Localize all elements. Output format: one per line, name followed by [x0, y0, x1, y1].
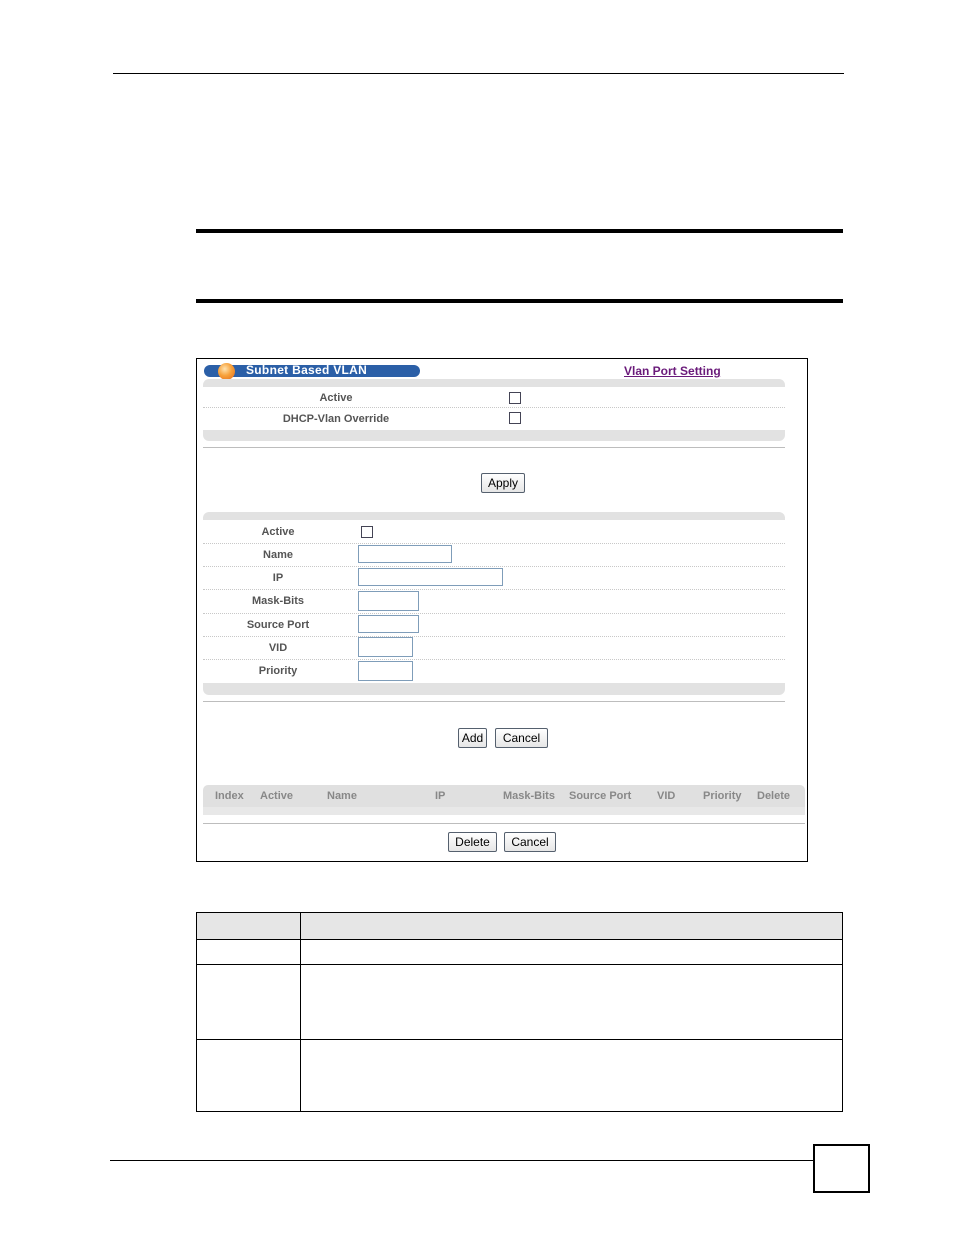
table-row [197, 940, 843, 965]
ip-label: IP [272, 572, 284, 584]
dhcp-override-label: DHCP-Vlan Override [282, 413, 390, 425]
header-rule [113, 73, 844, 74]
col-delete: Delete [757, 790, 791, 802]
vlan-port-setting-link[interactable]: Vlan Port Setting [624, 364, 721, 378]
col-mask-bits: Mask-Bits [503, 790, 555, 802]
priority-label: Priority [258, 665, 298, 677]
screen-title: Subnet Based VLAN [246, 363, 368, 377]
vid-input[interactable] [358, 637, 413, 657]
name-row [203, 543, 785, 567]
sourceport-label: Source Port [246, 619, 310, 631]
dhcp-override-row [203, 408, 785, 428]
priority-row [203, 659, 785, 683]
global-settings-panel [203, 379, 785, 441]
col-vid: VID [657, 790, 676, 802]
list-cancel-button[interactable]: Cancel [504, 832, 556, 852]
form-active-row [203, 520, 785, 544]
title-bullet-icon [218, 363, 235, 380]
form-cancel-button[interactable]: Cancel [495, 728, 548, 748]
col-priority: Priority [703, 790, 742, 802]
table-header-row [197, 913, 843, 940]
add-button[interactable]: Add [458, 728, 487, 748]
ip-input[interactable] [358, 568, 503, 586]
vid-row [203, 636, 785, 660]
form-active-checkbox[interactable] [361, 526, 373, 538]
col-name: Name [327, 790, 357, 802]
page-number-box [813, 1144, 870, 1193]
separator [203, 823, 805, 824]
sourceport-row [203, 613, 785, 637]
vlan-list-header [203, 785, 805, 807]
footer-rule [110, 1160, 814, 1161]
subnet-vlan-screen [196, 358, 808, 862]
note-rule-bottom [196, 299, 843, 303]
name-input[interactable] [358, 545, 452, 563]
field-description-table [196, 912, 843, 1112]
sourceport-input[interactable] [358, 615, 419, 633]
delete-button[interactable]: Delete [448, 832, 497, 852]
col-ip: IP [435, 790, 446, 802]
maskbits-label: Mask-Bits [252, 595, 304, 607]
separator [203, 447, 785, 448]
priority-input[interactable] [358, 661, 413, 681]
vlan-entry-panel [203, 512, 785, 695]
apply-button[interactable]: Apply [481, 473, 525, 493]
maskbits-row [203, 589, 785, 614]
form-active-label: Active [261, 526, 295, 538]
separator [203, 701, 785, 702]
dhcp-override-checkbox[interactable] [509, 412, 521, 424]
table-row [197, 1040, 843, 1112]
name-label: Name [263, 549, 293, 561]
vid-label: VID [268, 642, 288, 654]
active-row [203, 387, 785, 408]
ip-row [203, 566, 785, 590]
maskbits-input[interactable] [358, 591, 419, 611]
col-active: Active [260, 790, 294, 802]
active-label: Active [319, 392, 353, 404]
note-rule-top [196, 229, 843, 233]
col-index: Index [215, 790, 244, 802]
active-checkbox[interactable] [509, 392, 521, 404]
table-row [197, 965, 843, 1040]
col-source-port: Source Port [569, 790, 632, 802]
